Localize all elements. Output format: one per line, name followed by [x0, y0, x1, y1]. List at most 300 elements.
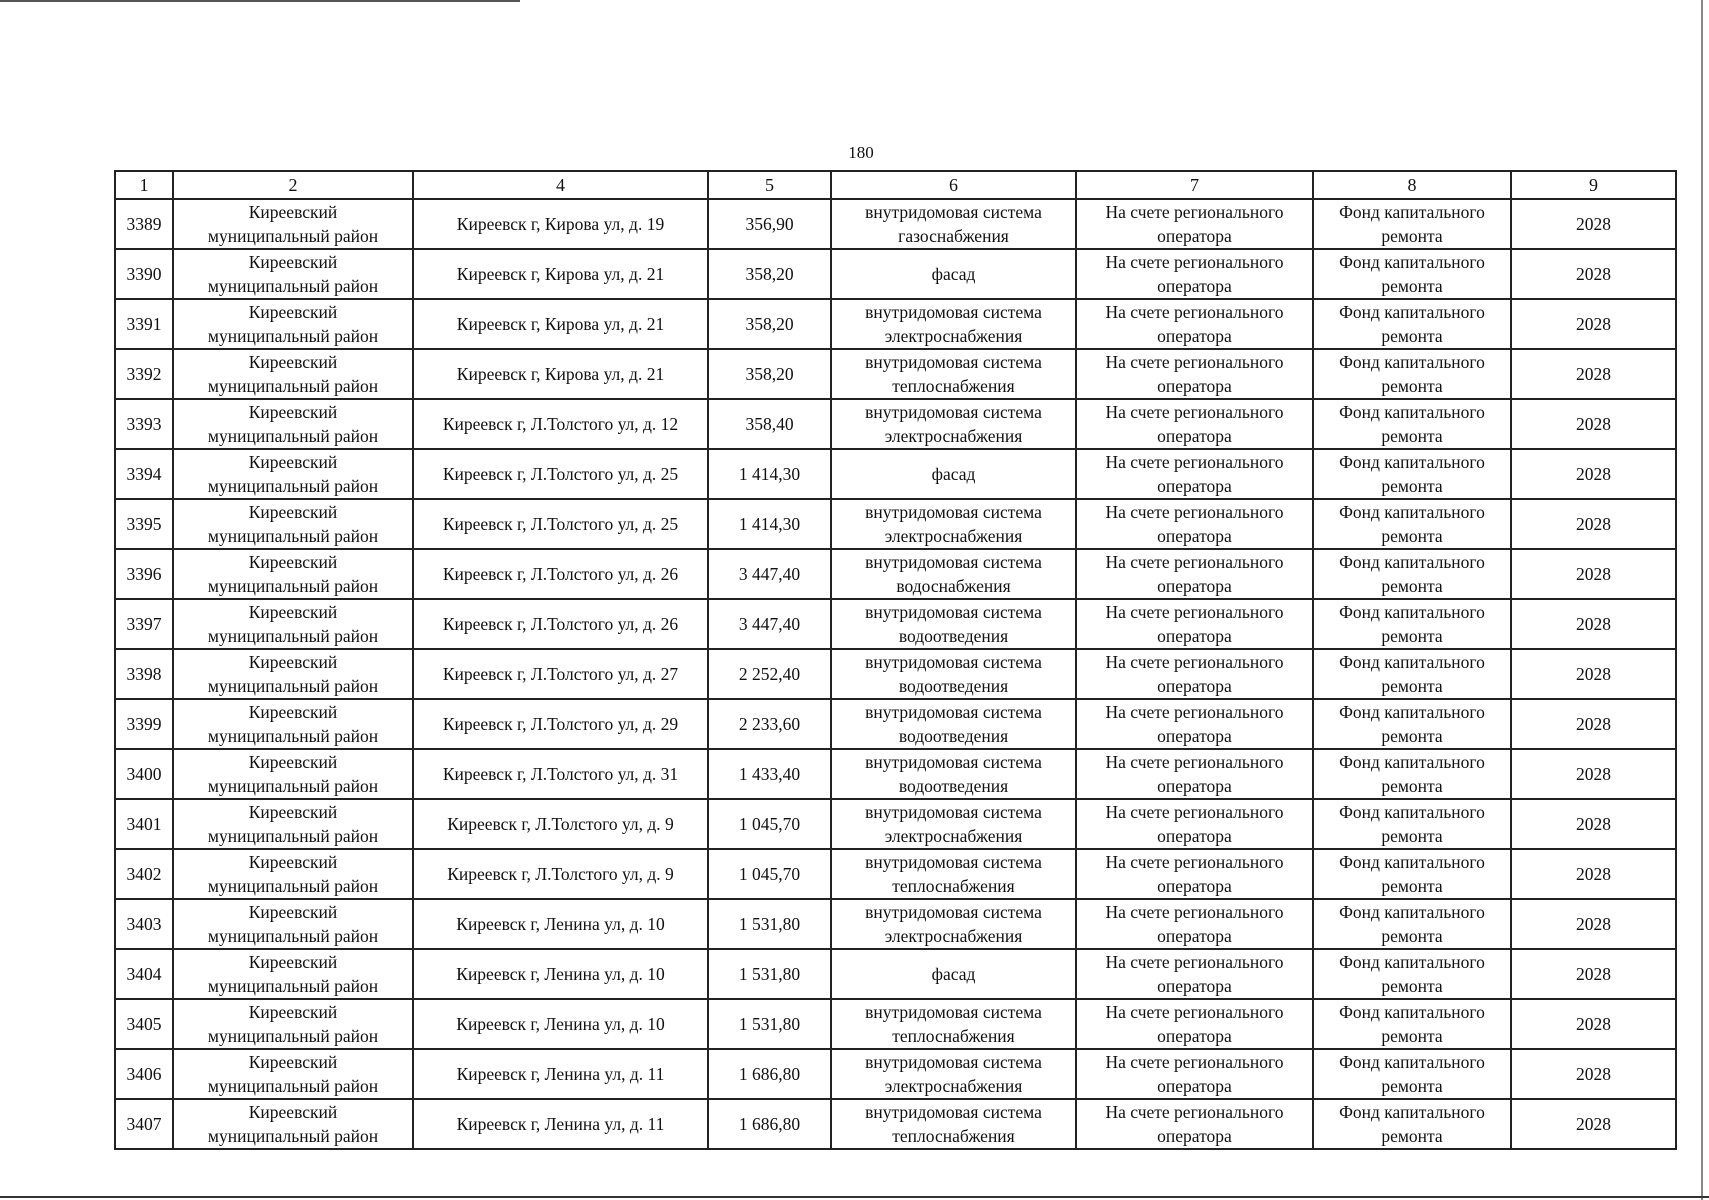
- row-number-cell: 3403: [115, 899, 173, 949]
- row-number-cell: 3406: [115, 1049, 173, 1099]
- account-cell: [1076, 999, 1313, 1049]
- account-cell: [1076, 299, 1313, 349]
- account-cell: [1076, 1099, 1313, 1149]
- funding-source-cell: [1313, 399, 1511, 449]
- year-cell: 2028: [1511, 249, 1676, 299]
- table-row: [115, 999, 1676, 1049]
- funding-source-cell: [1313, 199, 1511, 249]
- repair-type-cell: [831, 849, 1076, 899]
- district-cell-line1: Киреевский: [248, 1052, 338, 1072]
- table-row: [115, 399, 1676, 449]
- account-cell-line1: На счете регионального: [1105, 402, 1284, 422]
- repair-type-cell-line2: электроснабжения: [884, 426, 1023, 446]
- funding-source-cell-line2: ремонта: [1381, 526, 1443, 546]
- district-cell-line2: муниципальный район: [207, 326, 379, 346]
- repair-type-cell-line1: внутридомовая система: [865, 502, 1042, 522]
- area-cell: 1 531,80: [708, 999, 831, 1049]
- address-cell: Киреевск г, Л.Толстого ул, д. 9: [413, 799, 708, 849]
- account-cell: [1076, 949, 1313, 999]
- repair-type-cell-line2: газоснабжения: [898, 226, 1009, 246]
- repair-type-cell: [831, 299, 1076, 349]
- column-header: 4: [413, 171, 708, 199]
- account-cell-line1: На счете регионального: [1105, 302, 1284, 322]
- area-cell: 1 531,80: [708, 899, 831, 949]
- repair-type-cell-line2: водоотведения: [898, 776, 1009, 796]
- address-cell: Киреевск г, Л.Толстого ул, д. 27: [413, 649, 708, 699]
- repair-type-cell-line1: внутридомовая система: [865, 402, 1042, 422]
- funding-source-cell-line1: Фонд капитального: [1339, 452, 1485, 472]
- repair-type-cell: [831, 499, 1076, 549]
- district-cell-line2: муниципальный район: [207, 276, 379, 296]
- account-cell: [1076, 749, 1313, 799]
- repair-type-cell: фасад: [831, 949, 1076, 999]
- area-cell: 356,90: [708, 199, 831, 249]
- address-cell: Киреевск г, Л.Толстого ул, д. 31: [413, 749, 708, 799]
- area-cell: 2 233,60: [708, 699, 831, 749]
- funding-source-cell: [1313, 749, 1511, 799]
- funding-source-cell-line1: Фонд капитального: [1339, 802, 1485, 822]
- address-cell: Киреевск г, Ленина ул, д. 10: [413, 899, 708, 949]
- repair-type-cell-line2: электроснабжения: [884, 926, 1023, 946]
- district-cell-line1: Киреевский: [248, 1002, 338, 1022]
- area-cell: 1 045,70: [708, 849, 831, 899]
- district-cell-line2: муниципальный район: [207, 1126, 379, 1146]
- repair-type-cell-line2: электроснабжения: [884, 826, 1023, 846]
- district-cell: [173, 1099, 413, 1149]
- district-cell-line2: муниципальный район: [207, 876, 379, 896]
- table-row: [115, 499, 1676, 549]
- table-row: [115, 249, 1676, 299]
- district-cell: [173, 699, 413, 749]
- row-number-cell: 3392: [115, 349, 173, 399]
- account-cell-line2: оператора: [1157, 326, 1232, 346]
- address-cell: Киреевск г, Л.Толстого ул, д. 26: [413, 599, 708, 649]
- year-cell: 2028: [1511, 1099, 1676, 1149]
- address-cell: Киреевск г, Л.Толстого ул, д. 26: [413, 549, 708, 599]
- district-cell-line1: Киреевский: [248, 252, 338, 272]
- address-cell: Киреевск г, Л.Толстого ул, д. 25: [413, 449, 708, 499]
- funding-source-cell-line2: ремонта: [1381, 1026, 1443, 1046]
- table-row: [115, 549, 1676, 599]
- account-cell-line1: На счете регионального: [1105, 1102, 1284, 1122]
- repair-type-cell: [831, 549, 1076, 599]
- funding-source-cell-line2: ремонта: [1381, 726, 1443, 746]
- district-cell: [173, 349, 413, 399]
- year-cell: 2028: [1511, 599, 1676, 649]
- year-cell: 2028: [1511, 399, 1676, 449]
- year-cell: 2028: [1511, 299, 1676, 349]
- district-cell-line2: муниципальный район: [207, 376, 379, 396]
- district-cell-line1: Киреевский: [248, 202, 338, 222]
- funding-source-cell-line2: ремонта: [1381, 976, 1443, 996]
- repair-type-cell: [831, 799, 1076, 849]
- year-cell: 2028: [1511, 749, 1676, 799]
- row-number-cell: 3399: [115, 699, 173, 749]
- district-cell: [173, 1049, 413, 1099]
- column-header: 1: [115, 171, 173, 199]
- row-number-cell: 3389: [115, 199, 173, 249]
- repair-type-cell-line1: внутридомовая система: [865, 302, 1042, 322]
- district-cell-line1: Киреевский: [248, 902, 338, 922]
- account-cell: [1076, 449, 1313, 499]
- year-cell: 2028: [1511, 349, 1676, 399]
- account-cell-line2: оператора: [1157, 1026, 1232, 1046]
- funding-source-cell: [1313, 249, 1511, 299]
- funding-source-cell: [1313, 1049, 1511, 1099]
- repair-type-cell: [831, 999, 1076, 1049]
- account-cell-line2: оператора: [1157, 626, 1232, 646]
- address-cell: Киреевск г, Кирова ул, д. 21: [413, 299, 708, 349]
- table-header: [115, 171, 1676, 199]
- column-header: 2: [173, 171, 413, 199]
- funding-source-cell: [1313, 949, 1511, 999]
- repair-type-cell: [831, 1049, 1076, 1099]
- repair-type-cell-line1: внутридомовая система: [865, 202, 1042, 222]
- row-number-cell: 3393: [115, 399, 173, 449]
- funding-source-cell-line2: ремонта: [1381, 226, 1443, 246]
- district-cell-line1: Киреевский: [248, 1102, 338, 1122]
- account-cell-line2: оператора: [1157, 1126, 1232, 1146]
- account-cell-line1: На счете регионального: [1105, 752, 1284, 772]
- account-cell-line2: оператора: [1157, 276, 1232, 296]
- account-cell-line1: На счете регионального: [1105, 952, 1284, 972]
- district-cell-line2: муниципальный район: [207, 776, 379, 796]
- area-cell: 358,20: [708, 299, 831, 349]
- table-row: [115, 349, 1676, 399]
- district-cell: [173, 599, 413, 649]
- funding-source-cell-line2: ремонта: [1381, 676, 1443, 696]
- account-cell-line1: На счете регионального: [1105, 452, 1284, 472]
- district-cell: [173, 799, 413, 849]
- area-cell: 1 045,70: [708, 799, 831, 849]
- header-row: [115, 171, 1676, 199]
- area-cell: 358,40: [708, 399, 831, 449]
- account-cell-line2: оператора: [1157, 676, 1232, 696]
- repair-type-cell: [831, 399, 1076, 449]
- repair-type-cell-line2: водоснабжения: [896, 576, 1011, 596]
- funding-source-cell-line1: Фонд капитального: [1339, 652, 1485, 672]
- year-cell: 2028: [1511, 549, 1676, 599]
- account-cell-line2: оператора: [1157, 976, 1232, 996]
- row-number-cell: 3396: [115, 549, 173, 599]
- repair-type-cell-line1: внутридомовая система: [865, 802, 1042, 822]
- funding-source-cell-line2: ремонта: [1381, 1076, 1443, 1096]
- district-cell-line2: муниципальный район: [207, 1026, 379, 1046]
- table-row: [115, 199, 1676, 249]
- district-cell-line2: муниципальный район: [207, 1076, 379, 1096]
- district-cell-line2: муниципальный район: [207, 476, 379, 496]
- column-header: 5: [708, 171, 831, 199]
- row-number-cell: 3398: [115, 649, 173, 699]
- account-cell-line2: оператора: [1157, 226, 1232, 246]
- account-cell-line1: На счете регионального: [1105, 702, 1284, 722]
- funding-source-cell-line1: Фонд капитального: [1339, 752, 1485, 772]
- account-cell-line2: оператора: [1157, 876, 1232, 896]
- year-cell: 2028: [1511, 999, 1676, 1049]
- repair-type-cell-line1: внутридомовая система: [865, 1102, 1042, 1122]
- repair-type-cell-line1: внутридомовая система: [865, 852, 1042, 872]
- district-cell-line1: Киреевский: [248, 952, 338, 972]
- district-cell: [173, 649, 413, 699]
- account-cell-line1: На счете регионального: [1105, 852, 1284, 872]
- address-cell: Киреевск г, Ленина ул, д. 11: [413, 1099, 708, 1149]
- address-cell: Киреевск г, Л.Толстого ул, д. 29: [413, 699, 708, 749]
- row-number-cell: 3402: [115, 849, 173, 899]
- district-cell-line1: Киреевский: [248, 402, 338, 422]
- row-number-cell: 3400: [115, 749, 173, 799]
- district-cell-line2: муниципальный район: [207, 226, 379, 246]
- district-cell-line1: Киреевский: [248, 552, 338, 572]
- funding-source-cell: [1313, 899, 1511, 949]
- account-cell-line1: На счете регионального: [1105, 352, 1284, 372]
- district-cell-line2: муниципальный район: [207, 726, 379, 746]
- repair-type-cell: [831, 899, 1076, 949]
- district-cell: [173, 849, 413, 899]
- year-cell: 2028: [1511, 799, 1676, 849]
- district-cell-line2: муниципальный район: [207, 826, 379, 846]
- year-cell: 2028: [1511, 449, 1676, 499]
- address-cell: Киреевск г, Л.Толстого ул, д. 25: [413, 499, 708, 549]
- funding-source-cell-line1: Фонд капитального: [1339, 1002, 1485, 1022]
- account-cell: [1076, 349, 1313, 399]
- account-cell-line1: На счете регионального: [1105, 552, 1284, 572]
- area-cell: 1 686,80: [708, 1049, 831, 1099]
- year-cell: 2028: [1511, 199, 1676, 249]
- repair-type-cell-line1: внутридомовая система: [865, 752, 1042, 772]
- funding-source-cell: [1313, 349, 1511, 399]
- address-cell: Киреевск г, Кирова ул, д. 21: [413, 249, 708, 299]
- repair-type-cell: фасад: [831, 249, 1076, 299]
- address-cell: Киреевск г, Л.Толстого ул, д. 9: [413, 849, 708, 899]
- account-cell-line1: На счете регионального: [1105, 502, 1284, 522]
- repair-type-cell-line2: водоотведения: [898, 676, 1009, 696]
- funding-source-cell-line1: Фонд капитального: [1339, 902, 1485, 922]
- repair-type-cell: [831, 1099, 1076, 1149]
- table-row: [115, 1099, 1676, 1149]
- account-cell-line1: На счете регионального: [1105, 1002, 1284, 1022]
- row-number-cell: 3391: [115, 299, 173, 349]
- funding-source-cell: [1313, 799, 1511, 849]
- account-cell-line1: На счете регионального: [1105, 202, 1284, 222]
- funding-source-cell-line2: ремонта: [1381, 1126, 1443, 1146]
- district-cell: [173, 549, 413, 599]
- district-cell: [173, 949, 413, 999]
- district-cell-line1: Киреевский: [248, 602, 338, 622]
- year-cell: 2028: [1511, 699, 1676, 749]
- funding-source-cell-line1: Фонд капитального: [1339, 552, 1485, 572]
- funding-source-cell-line2: ремонта: [1381, 626, 1443, 646]
- address-cell: Киреевск г, Ленина ул, д. 10: [413, 999, 708, 1049]
- repair-type-cell-line2: теплоснабжения: [892, 1126, 1015, 1146]
- district-cell-line1: Киреевский: [248, 652, 338, 672]
- row-number-cell: 3401: [115, 799, 173, 849]
- year-cell: 2028: [1511, 499, 1676, 549]
- funding-source-cell-line1: Фонд капитального: [1339, 502, 1485, 522]
- table-row: [115, 799, 1676, 849]
- repair-type-cell: фасад: [831, 449, 1076, 499]
- row-number-cell: 3395: [115, 499, 173, 549]
- column-header: 7: [1076, 171, 1313, 199]
- district-cell-line1: Киреевский: [248, 452, 338, 472]
- account-cell-line1: На счете регионального: [1105, 602, 1284, 622]
- account-cell-line1: На счете регионального: [1105, 1052, 1284, 1072]
- account-cell: [1076, 799, 1313, 849]
- capital-repair-table: [114, 170, 1677, 1150]
- table-row: [115, 449, 1676, 499]
- repair-type-cell-line1: внутридомовая система: [865, 652, 1042, 672]
- district-cell: [173, 899, 413, 949]
- area-cell: 1 686,80: [708, 1099, 831, 1149]
- district-cell-line2: муниципальный район: [207, 526, 379, 546]
- funding-source-cell-line1: Фонд капитального: [1339, 702, 1485, 722]
- district-cell: [173, 249, 413, 299]
- district-cell-line1: Киреевский: [248, 852, 338, 872]
- repair-type-cell-line2: водоотведения: [898, 726, 1009, 746]
- account-cell-line2: оператора: [1157, 776, 1232, 796]
- repair-type-cell-line2: электроснабжения: [884, 526, 1023, 546]
- repair-type-cell-line2: электроснабжения: [884, 1076, 1023, 1096]
- district-cell: [173, 999, 413, 1049]
- repair-type-cell-line2: теплоснабжения: [892, 376, 1015, 396]
- table-row: [115, 299, 1676, 349]
- row-number-cell: 3404: [115, 949, 173, 999]
- district-cell-line2: муниципальный район: [207, 626, 379, 646]
- funding-source-cell: [1313, 999, 1511, 1049]
- table-row: [115, 699, 1676, 749]
- district-cell-line2: муниципальный район: [207, 976, 379, 996]
- funding-source-cell: [1313, 299, 1511, 349]
- account-cell: [1076, 499, 1313, 549]
- table-row: [115, 849, 1676, 899]
- funding-source-cell-line1: Фонд капитального: [1339, 1052, 1485, 1072]
- repair-type-cell-line1: внутридомовая система: [865, 352, 1042, 372]
- table-row: [115, 749, 1676, 799]
- account-cell: [1076, 549, 1313, 599]
- area-cell: 3 447,40: [708, 599, 831, 649]
- account-cell-line1: На счете регионального: [1105, 902, 1284, 922]
- address-cell: Киреевск г, Кирова ул, д. 19: [413, 199, 708, 249]
- repair-type-cell-line2: теплоснабжения: [892, 1026, 1015, 1046]
- account-cell: [1076, 1049, 1313, 1099]
- funding-source-cell-line2: ремонта: [1381, 876, 1443, 896]
- repair-type-cell-line1: внутридомовая система: [865, 1052, 1042, 1072]
- district-cell-line1: Киреевский: [248, 802, 338, 822]
- funding-source-cell-line1: Фонд капитального: [1339, 202, 1485, 222]
- funding-source-cell-line2: ремонта: [1381, 276, 1443, 296]
- district-cell-line1: Киреевский: [248, 302, 338, 322]
- district-cell-line2: муниципальный район: [207, 926, 379, 946]
- area-cell: 3 447,40: [708, 549, 831, 599]
- repair-type-cell-line1: внутридомовая система: [865, 702, 1042, 722]
- repair-type-cell: [831, 199, 1076, 249]
- funding-source-cell: [1313, 649, 1511, 699]
- funding-source-cell: [1313, 499, 1511, 549]
- area-cell: 1 414,30: [708, 499, 831, 549]
- account-cell-line2: оператора: [1157, 576, 1232, 596]
- row-number-cell: 3397: [115, 599, 173, 649]
- funding-source-cell: [1313, 1099, 1511, 1149]
- funding-source-cell-line1: Фонд капитального: [1339, 402, 1485, 422]
- bottom-edge-rule: [0, 1196, 1709, 1198]
- account-cell: [1076, 249, 1313, 299]
- district-cell-line2: муниципальный район: [207, 576, 379, 596]
- table-row: [115, 1049, 1676, 1099]
- account-cell: [1076, 399, 1313, 449]
- area-cell: 2 252,40: [708, 649, 831, 699]
- account-cell-line1: На счете регионального: [1105, 802, 1284, 822]
- row-number-cell: 3390: [115, 249, 173, 299]
- column-header: 9: [1511, 171, 1676, 199]
- funding-source-cell: [1313, 599, 1511, 649]
- table-body: [115, 199, 1676, 1149]
- funding-source-cell-line1: Фонд капитального: [1339, 302, 1485, 322]
- account-cell-line2: оператора: [1157, 526, 1232, 546]
- district-cell-line2: муниципальный район: [207, 426, 379, 446]
- repair-type-cell-line1: внутридомовая система: [865, 552, 1042, 572]
- funding-source-cell-line2: ремонта: [1381, 926, 1443, 946]
- district-cell-line1: Киреевский: [248, 352, 338, 372]
- account-cell-line2: оператора: [1157, 1076, 1232, 1096]
- area-cell: 1 433,40: [708, 749, 831, 799]
- repair-type-cell: [831, 749, 1076, 799]
- funding-source-cell: [1313, 449, 1511, 499]
- funding-source-cell-line2: ремонта: [1381, 776, 1443, 796]
- account-cell-line2: оператора: [1157, 376, 1232, 396]
- account-cell-line2: оператора: [1157, 426, 1232, 446]
- account-cell-line1: На счете регионального: [1105, 652, 1284, 672]
- table-row: [115, 899, 1676, 949]
- funding-source-cell: [1313, 849, 1511, 899]
- area-cell: 1 414,30: [708, 449, 831, 499]
- account-cell: [1076, 699, 1313, 749]
- funding-source-cell-line2: ремонта: [1381, 376, 1443, 396]
- district-cell: [173, 399, 413, 449]
- district-cell-line1: Киреевский: [248, 752, 338, 772]
- district-cell: [173, 499, 413, 549]
- repair-type-cell: [831, 649, 1076, 699]
- repair-type-cell: [831, 599, 1076, 649]
- funding-source-cell: [1313, 549, 1511, 599]
- column-header: 8: [1313, 171, 1511, 199]
- funding-source-cell-line2: ремонта: [1381, 326, 1443, 346]
- funding-source-cell-line2: ремонта: [1381, 476, 1443, 496]
- funding-source-cell-line2: ремонта: [1381, 826, 1443, 846]
- repair-type-cell-line1: внутридомовая система: [865, 1002, 1042, 1022]
- area-cell: 358,20: [708, 349, 831, 399]
- repair-type-cell: [831, 699, 1076, 749]
- account-cell: [1076, 599, 1313, 649]
- account-cell-line2: оператора: [1157, 476, 1232, 496]
- address-cell: Киреевск г, Л.Толстого ул, д. 12: [413, 399, 708, 449]
- column-header: 6: [831, 171, 1076, 199]
- district-cell: [173, 449, 413, 499]
- funding-source-cell-line1: Фонд капитального: [1339, 852, 1485, 872]
- area-cell: 358,20: [708, 249, 831, 299]
- funding-source-cell-line1: Фонд капитального: [1339, 602, 1485, 622]
- account-cell: [1076, 899, 1313, 949]
- repair-type-cell-line2: электроснабжения: [884, 326, 1023, 346]
- year-cell: 2028: [1511, 899, 1676, 949]
- account-cell-line2: оператора: [1157, 726, 1232, 746]
- address-cell: Киреевск г, Ленина ул, д. 11: [413, 1049, 708, 1099]
- area-cell: 1 531,80: [708, 949, 831, 999]
- table-row: [115, 949, 1676, 999]
- row-number-cell: 3407: [115, 1099, 173, 1149]
- repair-type-cell-line2: теплоснабжения: [892, 876, 1015, 896]
- year-cell: 2028: [1511, 849, 1676, 899]
- funding-source-cell-line2: ремонта: [1381, 426, 1443, 446]
- year-cell: 2028: [1511, 949, 1676, 999]
